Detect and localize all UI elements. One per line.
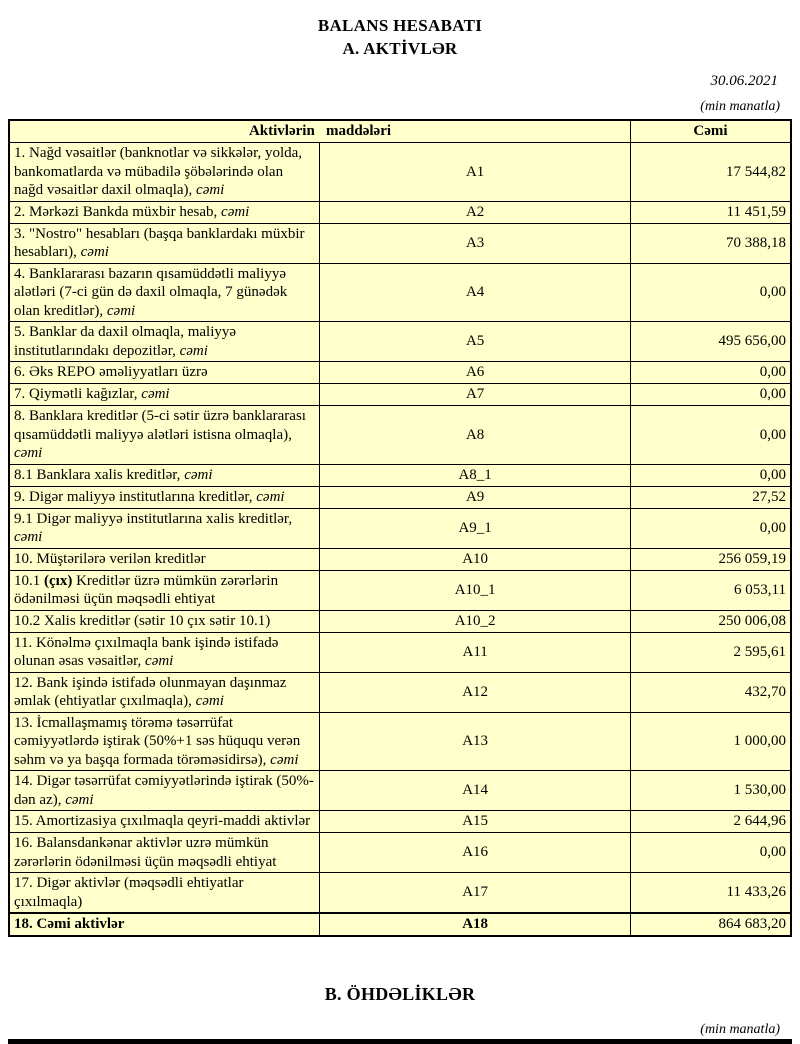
row-label-segment: 10. Müştərilərə verilən kreditlər xyxy=(14,550,206,567)
row-value: 0,00 xyxy=(631,833,792,873)
row-code: A9 xyxy=(320,486,631,508)
row-label-segment: 13. İcmallaşmamış törəmə təsərrüfat cəmiyyətlərdə iştirak (50%+1 səs hüququ verən səhm və ya başqa formada törəməsidirsə), xyxy=(14,714,301,768)
row-label-segment: 14. Digər təsərrüfat cəmiyyətlərində iştirak (50%-dən az), xyxy=(14,773,314,808)
row-code: A3 xyxy=(320,223,631,263)
row-value: 0,00 xyxy=(631,384,792,406)
row-label xyxy=(9,712,320,771)
row-value: 17 544,82 xyxy=(631,143,792,202)
row-label-segment: cəmi xyxy=(196,182,225,198)
row-label-segment: cəmi xyxy=(184,466,213,483)
row-label xyxy=(9,632,320,672)
row-label-segment: cəmi xyxy=(270,751,299,768)
row-label-segment: 10.1 xyxy=(14,572,44,589)
row-label-segment: cəmi xyxy=(256,488,285,505)
table-row xyxy=(9,811,791,833)
row-label xyxy=(9,384,320,406)
row-value: 0,00 xyxy=(631,508,792,548)
row-label xyxy=(9,508,320,548)
section-a-title: A. AKTİVLƏR xyxy=(342,39,458,58)
row-label-segment: 9.1 Digər maliyyə institutlarına xalis kreditlər, xyxy=(14,510,293,527)
section-b-title: B. ÖHDƏLİKLƏR xyxy=(324,984,476,1004)
row-label-segment: Kreditlər üzrə mümkün zərərlərin ödənilməsi üçün məqsədli ehtiyat xyxy=(14,572,279,607)
row-code: A11 xyxy=(320,632,631,672)
row-label-segment: 16. Balansdankənar aktivlər uzrə mümkün zərərlərin ödənilməsi üçün məqsədli ehtiyat xyxy=(14,835,277,870)
row-value: 27,52 xyxy=(631,486,792,508)
table-header-items: Aktivlərin maddələri xyxy=(9,120,631,143)
table-row xyxy=(9,873,791,914)
row-code: A8_1 xyxy=(320,464,631,486)
row-label xyxy=(9,223,320,263)
row-label-segment: 18. Cəmi aktivlər xyxy=(14,916,125,933)
row-value: 864 683,20 xyxy=(631,913,792,936)
row-value: 0,00 xyxy=(631,263,792,322)
row-label-segment: 9. Digər maliyyə institutlarına kreditlər, xyxy=(14,488,257,505)
assets-table xyxy=(8,119,792,937)
row-value: 1 530,00 xyxy=(631,771,792,811)
row-label xyxy=(9,143,320,202)
row-value: 2 595,61 xyxy=(631,632,792,672)
table-row xyxy=(9,223,791,263)
table-row xyxy=(9,143,791,202)
assets-table-body xyxy=(9,143,791,937)
row-code: A17 xyxy=(320,873,631,914)
row-label-segment: 2. Mərkəzi Bankda müxbir hesab, xyxy=(14,203,222,220)
row-value: 1 000,00 xyxy=(631,712,792,771)
table-row xyxy=(9,833,791,873)
table-row xyxy=(9,263,791,322)
row-value: 250 006,08 xyxy=(631,610,792,632)
row-value: 432,70 xyxy=(631,672,792,712)
row-label-segment: 8. Banklara kreditlər (5-ci sətir üzrə banklararası qısamüddətli maliyyə alətləri istisna olmaqla), xyxy=(14,408,306,443)
row-label-segment: 12. Bank işində istifadə olunmayan daşınmaz əmlak (ehtiyatlar çıxılmaqla), xyxy=(14,674,287,709)
table-row xyxy=(9,464,791,486)
table-row xyxy=(9,913,791,936)
row-code: A4 xyxy=(320,263,631,322)
row-code: A15 xyxy=(320,811,631,833)
report-title: BALANS HESABATI xyxy=(317,16,483,35)
row-label-segment: 5. Banklar da daxil olmaqla, maliyyə institutlarındakı depozitlər, xyxy=(14,324,237,359)
row-label-segment: cəmi xyxy=(80,244,109,260)
row-code: A10 xyxy=(320,548,631,570)
row-code: A9_1 xyxy=(320,508,631,548)
table-row xyxy=(9,610,791,632)
unit-note-2: (min manatla) xyxy=(700,1022,780,1037)
row-value: 11 433,26 xyxy=(631,873,792,914)
row-code: A16 xyxy=(320,833,631,873)
table-row xyxy=(9,771,791,811)
table-row xyxy=(9,548,791,570)
row-label-segment: 1. Nağd vəsaitlər (banknotlar və sikkələr, yolda, bankomatlarda və mübadilə şöbələrində olan nağd vəsaitlər daxil olmaqla), xyxy=(14,145,303,198)
row-label xyxy=(9,406,320,465)
row-label-segment: 7. Qiymətli kağızlar, xyxy=(14,386,142,403)
row-value: 0,00 xyxy=(631,362,792,384)
row-code: A8 xyxy=(320,406,631,465)
table-row xyxy=(9,384,791,406)
table-row xyxy=(9,406,791,465)
row-label-segment: 8.1 Banklara xalis kreditlər, xyxy=(14,466,185,483)
table-row xyxy=(9,672,791,712)
row-label xyxy=(9,362,320,384)
row-label-segment: 3. "Nostro" hesabları (başqa banklardakı müxbir hesabları), xyxy=(14,225,305,260)
row-label-segment: 4. Banklararası bazarın qısamüddətli maliyyə alətləri (7-ci gün də daxil olmaqla, 7 günədək olan kreditlər), xyxy=(14,265,288,319)
row-code: A14 xyxy=(320,771,631,811)
next-table-top-border xyxy=(8,1039,792,1044)
row-label xyxy=(9,322,320,362)
row-value: 0,00 xyxy=(631,406,792,465)
table-row xyxy=(9,508,791,548)
row-value: 2 644,96 xyxy=(631,811,792,833)
row-value: 11 451,59 xyxy=(631,201,792,223)
row-label xyxy=(9,263,320,322)
table-row xyxy=(9,201,791,223)
row-code: A7 xyxy=(320,384,631,406)
row-label xyxy=(9,201,320,223)
row-label-segment: cəmi xyxy=(179,342,208,359)
table-row xyxy=(9,486,791,508)
table-row xyxy=(9,322,791,362)
row-label-segment: cəmi xyxy=(14,445,43,461)
row-code: A10_1 xyxy=(320,570,631,610)
row-code: A12 xyxy=(320,672,631,712)
row-label-segment: cəmi xyxy=(14,529,43,545)
row-label xyxy=(9,771,320,811)
table-header-total: Cəmi xyxy=(631,120,792,143)
row-label-segment: cəmi xyxy=(195,693,224,709)
row-label xyxy=(9,486,320,508)
row-label xyxy=(9,548,320,570)
row-label-segment: 17. Digər aktivlər (məqsədli ehtiyatlar çıxılmaqla) xyxy=(14,875,244,910)
row-value: 0,00 xyxy=(631,464,792,486)
row-code: A10_2 xyxy=(320,610,631,632)
row-label-segment: 6. Əks REPO əməliyyatları üzrə xyxy=(14,364,208,381)
table-header-row xyxy=(9,120,791,143)
row-label-segment: cəmi xyxy=(65,791,94,808)
row-label xyxy=(9,610,320,632)
row-label-segment: cəmi xyxy=(106,302,136,319)
row-code: A13 xyxy=(320,712,631,771)
row-code: A2 xyxy=(320,201,631,223)
row-label-segment: 15. Amortizasiya çıxılmaqla qeyri-maddi aktivlər xyxy=(14,813,311,830)
row-value: 495 656,00 xyxy=(631,322,792,362)
row-label xyxy=(9,570,320,610)
row-label xyxy=(9,811,320,833)
row-label-segment: cəmi xyxy=(141,386,170,403)
table-row xyxy=(9,712,791,771)
row-label xyxy=(9,464,320,486)
table-row xyxy=(9,632,791,672)
row-label-segment: cəmi xyxy=(221,203,250,220)
table-row xyxy=(9,570,791,610)
row-label xyxy=(9,672,320,712)
row-label-segment: 11. Könəlmə çıxılmaqla bank işində istifadə olunan əsas vəsaitlər, xyxy=(14,634,279,669)
table-row xyxy=(9,362,791,384)
row-label xyxy=(9,833,320,873)
row-label xyxy=(9,873,320,914)
report-date: 30.06.2021 xyxy=(710,73,778,89)
row-code: A5 xyxy=(320,322,631,362)
report-header xyxy=(0,0,800,60)
row-value: 256 059,19 xyxy=(631,548,792,570)
row-value: 6 053,11 xyxy=(631,570,792,610)
row-label-segment: cəmi xyxy=(145,653,174,669)
unit-note: (min manatla) xyxy=(700,99,780,114)
row-label-segment: 10.2 Xalis kreditlər (sətir 10 çıx sətir 10.1) xyxy=(14,612,271,629)
row-code: A1 xyxy=(320,143,631,202)
row-code: A18 xyxy=(320,913,631,936)
row-label xyxy=(9,913,320,936)
row-code: A6 xyxy=(320,362,631,384)
row-value: 70 388,18 xyxy=(631,223,792,263)
row-label-segment: (çıx) xyxy=(44,572,73,589)
